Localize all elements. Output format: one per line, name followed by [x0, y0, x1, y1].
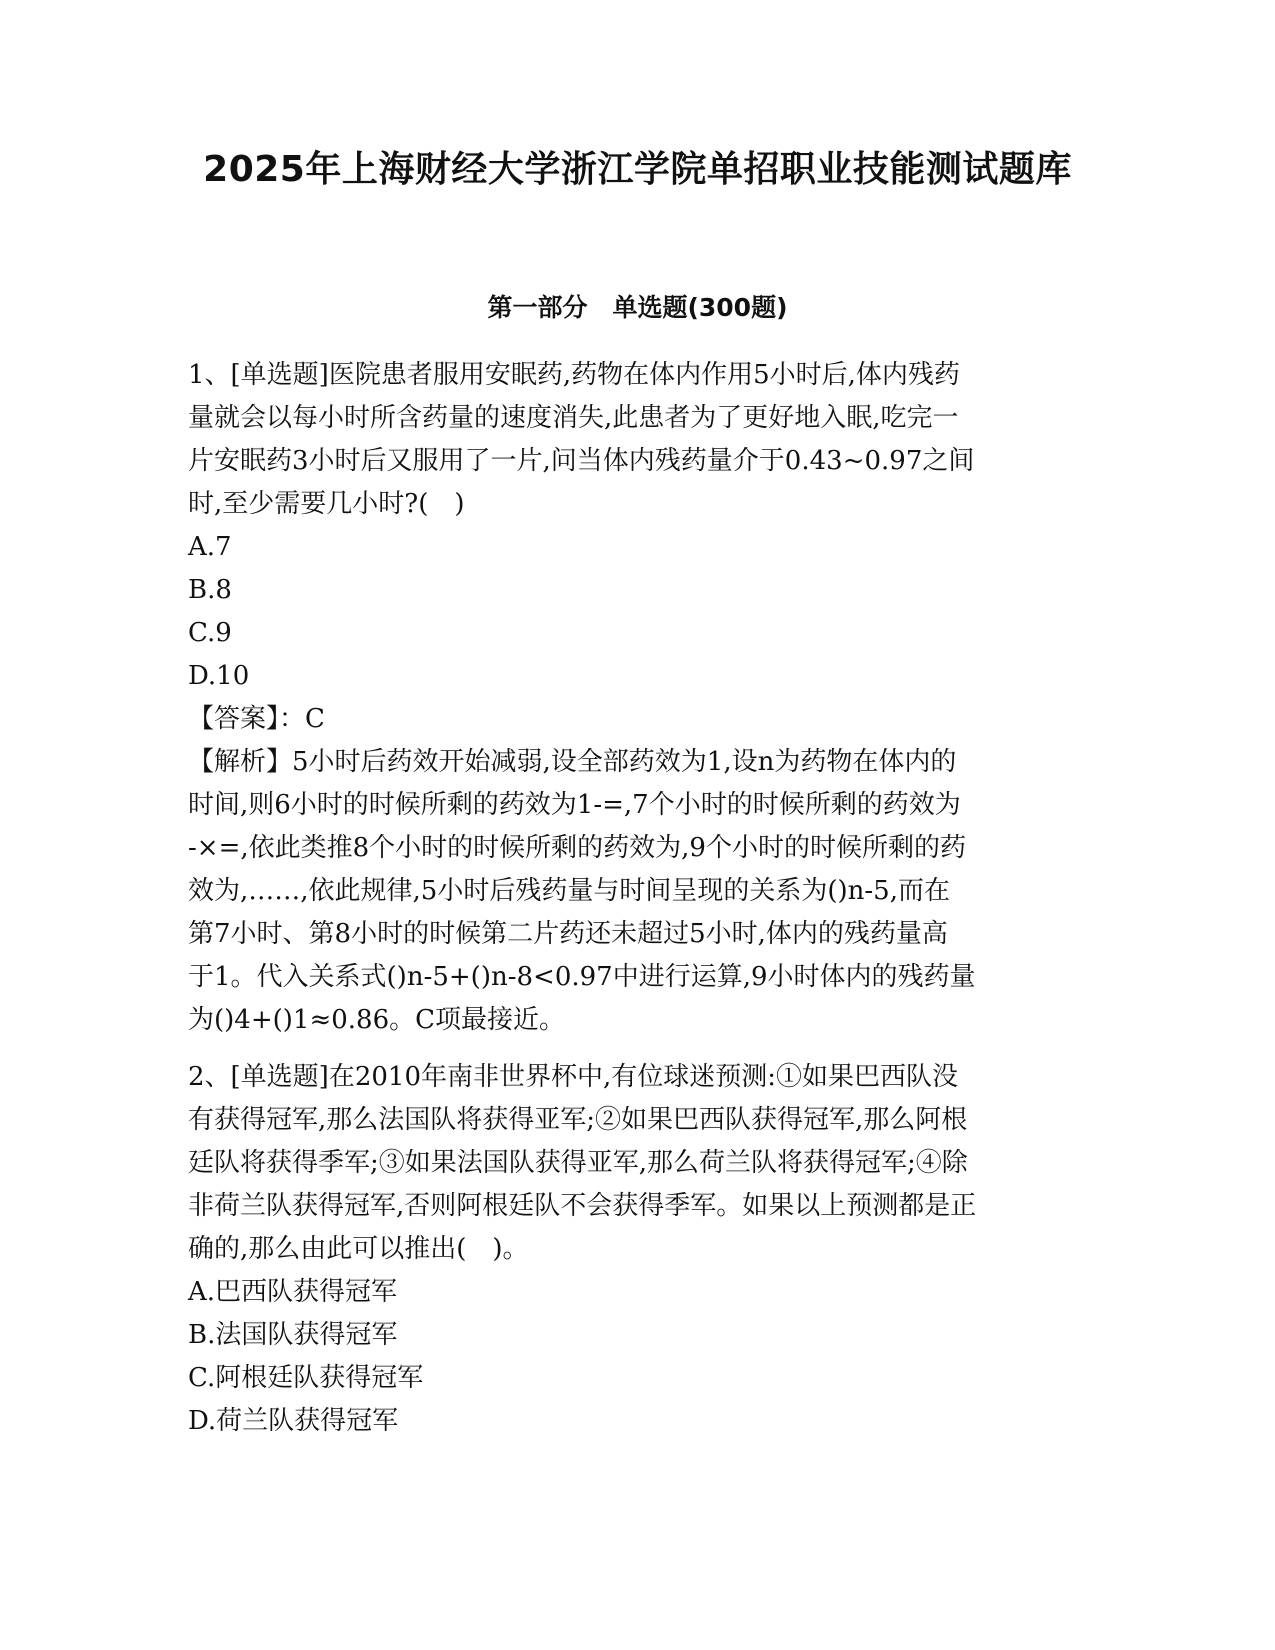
option-c: C.阿根廷队获得冠军: [188, 1363, 424, 1393]
analysis-line: 时间,则6小时的时候所剩的药效为1-=,7个小时的时候所剩的药效为: [188, 790, 961, 820]
analysis-line: 第7小时、第8小时的时候第二片药还未超过5小时,体内的残药量高: [188, 919, 948, 949]
question-1: [188, 354, 1088, 1042]
question-stem-line: 时,至少需要几小时?( ): [188, 489, 465, 519]
question-stem-line: 非荷兰队获得冠军,否则阿根廷队不会获得季军。如果以上预测都是正: [188, 1191, 977, 1221]
question-stem-line: 2、[单选题]在2010年南非世界杯中,有位球迷预测:①如果巴西队没: [188, 1062, 959, 1092]
question-2: [188, 1056, 1088, 1443]
analysis-line: 【解析】5小时后药效开始减弱,设全部药效为1,设n为药物在体内的: [188, 747, 957, 777]
analysis-line: -×=,依此类推8个小时的时候所剩的药效为,9个小时的时候所剩的药: [188, 833, 966, 863]
option-a: A.7: [188, 532, 232, 562]
question-list: [188, 354, 1088, 1443]
question-stem-line: 有获得冠军,那么法国队将获得亚军;②如果巴西队获得冠军,那么阿根: [188, 1105, 968, 1135]
question-stem-line: 片安眠药3小时后又服用了一片,问当体内残药量介于0.43~0.97之间: [188, 446, 975, 476]
option-c: C.9: [188, 618, 232, 648]
analysis-line: 为()4+()1≈0.86。C项最接近。: [188, 1005, 566, 1035]
option-b: B.8: [188, 575, 232, 605]
analysis-line: 于1。代入关系式()n-5+()n-8<0.97中进行运算,9小时体内的残药量: [188, 962, 976, 992]
document-title: 2025年上海财经大学浙江学院单招职业技能测试题库: [203, 149, 1072, 190]
option-d: D.荷兰队获得冠军: [188, 1406, 399, 1436]
question-stem-line: 量就会以每小时所含药量的速度消失,此患者为了更好地入眠,吃完一: [188, 403, 959, 433]
option-d: D.10: [188, 661, 250, 691]
question-stem-line: 确的,那么由此可以推出( )。: [188, 1234, 529, 1264]
question-stem-line: 廷队将获得季军;③如果法国队获得亚军,那么荷兰队将获得冠军;④除: [188, 1148, 968, 1178]
section-title: 第一部分 单选题(300题): [487, 293, 788, 322]
answer-line: 【答案】：C: [188, 704, 325, 734]
analysis-line: 效为,……,依此规律,5小时后残药量与时间呈现的关系为()n-5,而在: [188, 876, 950, 906]
option-b: B.法国队获得冠军: [188, 1320, 398, 1350]
question-spacer: [188, 1042, 1088, 1056]
question-stem-line: 1、[单选题]医院患者服用安眠药,药物在体内作用5小时后,体内残药: [188, 360, 960, 390]
option-a: A.巴西队获得冠军: [188, 1277, 398, 1307]
